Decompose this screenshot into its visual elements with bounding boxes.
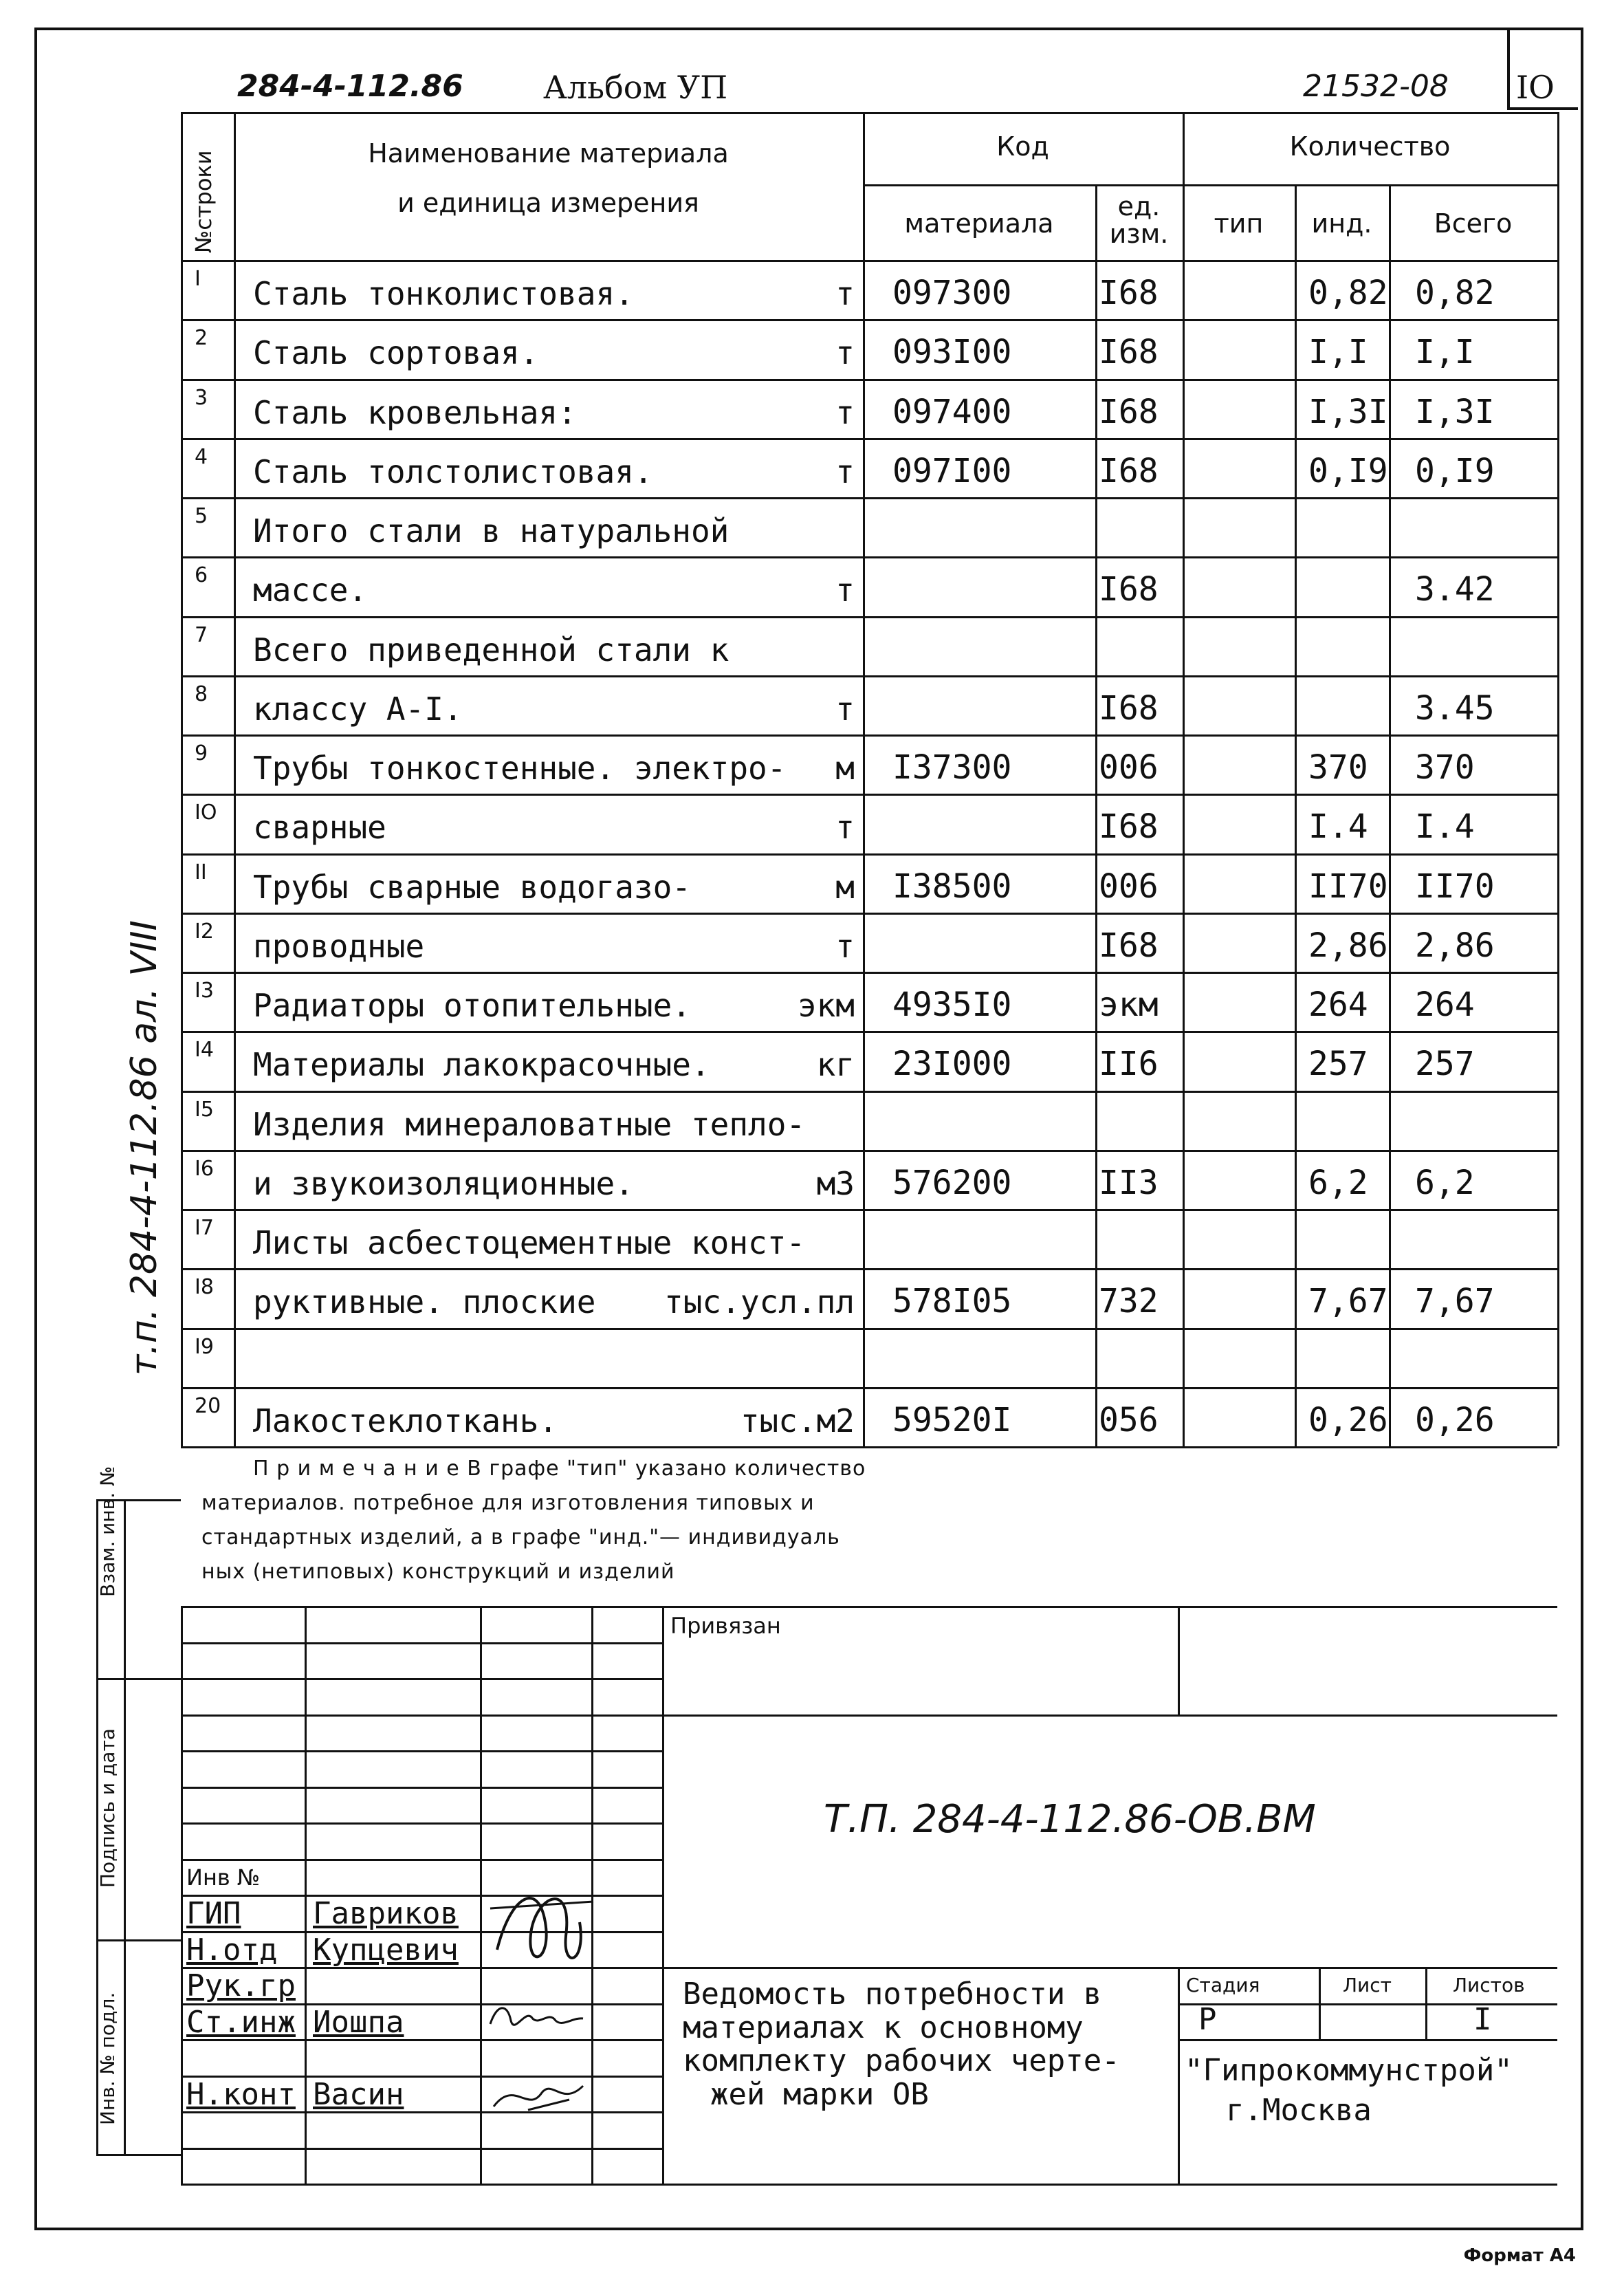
col-line-1 <box>234 112 236 1446</box>
row-number: 2 <box>195 326 208 351</box>
material-unit: т <box>835 393 855 431</box>
unit-code: I68 <box>1099 688 1159 728</box>
material-name: Материалы лакокрасочные. <box>253 1046 710 1084</box>
stamp-name: Купцевич <box>313 1932 459 1968</box>
material-name: Сталь сортовая. <box>253 334 539 372</box>
col-qty-total: Всего <box>1434 208 1513 239</box>
row-line-right <box>863 1328 1557 1330</box>
row-line-mid <box>234 1209 863 1211</box>
row-line-right <box>863 1387 1557 1389</box>
row-number: IO <box>195 801 217 825</box>
unit-code: 732 <box>1099 1282 1159 1321</box>
row-num-line <box>181 1031 234 1033</box>
material-unit: тыс.м2 <box>740 1402 855 1439</box>
note-line-3: стандартных изделий, а в графе "инд."— индивидуаль <box>201 1525 840 1549</box>
col-line-6 <box>1389 184 1391 1446</box>
doc-title-4: жей марки ОВ <box>710 2076 929 2112</box>
stamp-role: ГИП <box>186 1896 241 1931</box>
row-line-right <box>863 497 1557 499</box>
row-line-mid <box>234 972 863 974</box>
row-number: I6 <box>195 1156 214 1181</box>
material-unit: т <box>835 334 855 372</box>
table-top <box>181 112 1557 114</box>
stamp-row-line <box>181 1715 662 1717</box>
org-name: "Гипрокоммунстрой" <box>1185 2053 1513 2088</box>
qty-ind: I,I <box>1308 333 1368 372</box>
format-label: Формат А4 <box>1463 2245 1576 2266</box>
material-unit: экм <box>797 987 855 1024</box>
qty-total: 2,86 <box>1415 926 1495 965</box>
row-num-line <box>181 972 234 974</box>
qty-total: 0,82 <box>1415 274 1495 312</box>
col-qty: Количество <box>1289 131 1451 162</box>
row-line-mid <box>234 616 863 618</box>
row-num-line <box>181 1150 234 1152</box>
row-number: 3 <box>195 385 208 410</box>
podpis-data-label: Подпись и дата <box>96 1728 119 1888</box>
row-number: I5 <box>195 1097 214 1122</box>
material-name: Всего приведенной стали к <box>253 631 729 668</box>
unit-code: экм <box>1099 986 1159 1024</box>
unit-code: I68 <box>1099 392 1159 431</box>
row-line-mid <box>234 1328 863 1330</box>
stamp-h <box>662 1967 1557 1969</box>
material-unit: тыс.усл.пл <box>664 1283 855 1321</box>
col-qty-type: тип <box>1214 208 1264 239</box>
row-line-mid <box>234 438 863 440</box>
row-line-mid <box>234 734 863 737</box>
stamp-row-line <box>181 1859 662 1861</box>
qty-total: 0,26 <box>1415 1400 1495 1439</box>
qty-total: 257 <box>1415 1045 1475 1084</box>
col-line-7 <box>1557 112 1559 1446</box>
qty-total: I,I <box>1415 333 1475 372</box>
material-code: 59520I <box>892 1400 1012 1439</box>
stamp-top <box>181 1606 1557 1608</box>
title-block <box>181 1446 1557 2156</box>
qty-ind: 7,67 <box>1308 1282 1388 1321</box>
qty-total: 3.45 <box>1415 688 1495 728</box>
row-line-mid <box>234 913 863 915</box>
qty-ind: 6,2 <box>1308 1163 1368 1202</box>
privyazan-label: Привязан <box>670 1613 781 1639</box>
material-name: проводные <box>253 927 425 965</box>
row-line-mid <box>234 675 863 677</box>
row-line-mid <box>234 794 863 796</box>
row-number: I8 <box>195 1275 214 1300</box>
row-number: 8 <box>195 682 208 706</box>
stamp-role: Рук.гр <box>186 1968 296 2003</box>
stamp-name: Гавриков <box>313 1896 459 1931</box>
vzam-inv-label: Взам. инв. № <box>96 1466 119 1597</box>
material-name: сварные <box>253 809 386 847</box>
row-line-right <box>863 556 1557 558</box>
col-code-unit-2: изм. <box>1109 219 1169 249</box>
row-line-mid <box>234 1091 863 1093</box>
row-num-line <box>181 734 234 737</box>
row-number: I4 <box>195 1038 214 1063</box>
material-name: Радиаторы отопительные. <box>253 987 691 1024</box>
col-line-3 <box>1095 184 1097 1446</box>
unit-code: I68 <box>1099 807 1159 847</box>
row-number: 6 <box>195 563 208 588</box>
row-line-right <box>863 794 1557 796</box>
row-num-line <box>181 675 234 677</box>
stamp-col-v <box>305 1606 307 2184</box>
material-unit: т <box>835 275 855 312</box>
material-name: Трубы тонкостенные. электро- <box>253 750 787 787</box>
qty-total: 3.42 <box>1415 570 1495 609</box>
qty-ind: 0,82 <box>1308 274 1388 312</box>
row-number: I9 <box>195 1334 214 1359</box>
material-name: массе. <box>253 572 368 609</box>
row-number: II <box>195 860 207 884</box>
row-line-right <box>863 379 1557 381</box>
material-code: 097I00 <box>892 451 1012 490</box>
stamp-row-line <box>181 1787 662 1789</box>
col-code: Код <box>996 131 1049 162</box>
material-code: 578I05 <box>892 1282 1012 1321</box>
doc-title-3: комплекту рабочих черте- <box>683 2043 1120 2078</box>
row-line-right <box>863 1031 1557 1033</box>
material-code: 097300 <box>892 274 1012 312</box>
sheet-label: Лист <box>1343 1974 1392 1996</box>
qty-total: 0,I9 <box>1415 451 1495 490</box>
row-line-right <box>863 438 1557 440</box>
signature-scribble <box>483 1867 600 1991</box>
row-line-right <box>863 853 1557 856</box>
material-code: I37300 <box>892 748 1012 787</box>
album-label: Альбом УП <box>543 69 728 106</box>
side-divider-2 <box>96 1939 181 1941</box>
row-line-right <box>863 734 1557 737</box>
qty-ind: I.4 <box>1308 807 1368 847</box>
side-divider-1 <box>96 1678 181 1680</box>
qty-total: II70 <box>1415 867 1495 906</box>
inv-no-label: Инв № <box>186 1864 261 1891</box>
material-code: 4935I0 <box>892 986 1012 1024</box>
unit-code: I68 <box>1099 333 1159 372</box>
stamp-name: Васин <box>313 2076 404 2112</box>
row-num-line <box>181 1268 234 1270</box>
material-name: Изделия минераловатные тепло- <box>253 1105 806 1143</box>
stamp-h <box>1178 2039 1557 2041</box>
qty-total: 7,67 <box>1415 1282 1495 1321</box>
sheets-value: I <box>1473 2001 1492 2037</box>
material-name: Сталь тонколистовая. <box>253 275 634 312</box>
material-unit: т <box>835 453 855 490</box>
unit-code: I68 <box>1099 451 1159 490</box>
stamp-row-line <box>181 1678 662 1680</box>
row-line-mid <box>234 853 863 856</box>
stage-value: Р <box>1198 2001 1217 2037</box>
material-code: I38500 <box>892 867 1012 906</box>
row-line-right <box>863 319 1557 321</box>
row-num-line <box>181 497 234 499</box>
qty-ind: 257 <box>1308 1045 1368 1084</box>
stamp-role: Ст.инж <box>186 2004 296 2040</box>
side-divider-v <box>124 1499 126 2156</box>
stamp-col-v <box>1178 1967 1180 2184</box>
row-num-line <box>181 319 234 321</box>
col-qty-ind: инд. <box>1311 208 1372 239</box>
row-number: 9 <box>195 741 208 765</box>
material-name: классу А-I. <box>253 690 463 728</box>
unit-code: 056 <box>1099 1400 1159 1439</box>
row-num-line <box>181 438 234 440</box>
row-number: 7 <box>195 622 208 647</box>
material-name: Лакостеклоткань. <box>253 1402 558 1439</box>
row-line-right <box>863 616 1557 618</box>
stamp-col-v <box>181 1606 183 2184</box>
stamp-role: Н.отд <box>186 1932 278 1968</box>
designation: Т.П. 284-4-112.86-ОВ.ВМ <box>824 1796 1316 1842</box>
col-line-5 <box>1295 184 1297 1446</box>
header-bottom <box>181 260 1557 262</box>
material-name: Трубы сварные водогазо- <box>253 868 691 906</box>
col-name-1: Наименование материала <box>368 138 729 168</box>
qty-ind: 264 <box>1308 986 1368 1024</box>
row-line-right <box>863 1268 1557 1270</box>
qty-ind: 370 <box>1308 748 1368 787</box>
row-number: I <box>195 267 201 291</box>
material-unit: м3 <box>816 1164 855 1202</box>
qty-total: I,3I <box>1415 392 1495 431</box>
material-unit: т <box>835 690 855 728</box>
material-code: 576200 <box>892 1163 1012 1202</box>
row-number: I7 <box>195 1216 214 1240</box>
row-num-line <box>181 1387 234 1389</box>
row-number: 5 <box>195 504 208 528</box>
material-unit: м <box>835 868 855 906</box>
row-num-line <box>181 853 234 856</box>
material-name: Сталь кровельная: <box>253 393 577 431</box>
qty-ind: 2,86 <box>1308 926 1388 965</box>
row-number: 20 <box>195 1393 221 1418</box>
qty-total: I.4 <box>1415 807 1475 847</box>
stamp-row-line <box>181 1642 662 1644</box>
stamp-row-line <box>181 1822 662 1825</box>
stamp-row-line <box>181 1750 662 1752</box>
side-column <box>96 1499 181 2156</box>
material-code: 093I00 <box>892 333 1012 372</box>
material-unit: т <box>835 927 855 965</box>
unit-code: II6 <box>1099 1045 1159 1084</box>
col-line-2 <box>863 112 865 1446</box>
stamp-col-v <box>1178 1606 1180 1715</box>
material-code: 23I000 <box>892 1045 1012 1084</box>
unit-code: I68 <box>1099 570 1159 609</box>
note-line-4: ных (нетиповых) конструкций и изделий <box>201 1560 675 1584</box>
row-line-mid <box>234 1031 863 1033</box>
row-num-line <box>181 379 234 381</box>
note-line-1: П р и м е ч а н и е В графе "тип" указано количество <box>253 1457 866 1481</box>
row-line-right <box>863 972 1557 974</box>
row-line-mid <box>234 319 863 321</box>
doc-title-1: Ведомость потребности в <box>683 1977 1102 2012</box>
material-name: руктивные. плоские <box>253 1283 596 1321</box>
signature-vasin <box>487 2072 590 2120</box>
qty-total: 264 <box>1415 986 1475 1024</box>
unit-code: 006 <box>1099 748 1159 787</box>
row-num-line <box>181 913 234 915</box>
col-name-2: и единица измерения <box>397 188 699 218</box>
doc-title-2: материалах к основному <box>683 2010 1084 2045</box>
stamp-name: Иошпа <box>313 2004 404 2040</box>
unit-code: II3 <box>1099 1163 1159 1202</box>
material-unit: м <box>835 750 855 787</box>
row-line-mid <box>234 379 863 381</box>
col-row-no: №строки <box>190 150 217 253</box>
series-number: 284-4-112.86 <box>237 69 463 104</box>
stamp-h <box>1178 2003 1557 2005</box>
qty-total: 370 <box>1415 748 1475 787</box>
material-name: и звукоизоляционные. <box>253 1164 634 1202</box>
stamp-role: Н.конт <box>186 2076 296 2112</box>
unit-code: 006 <box>1099 867 1159 906</box>
note-line-2: материалов. потребное для изготовления типовых и <box>201 1491 815 1515</box>
unit-code: I68 <box>1099 274 1159 312</box>
material-unit: т <box>835 809 855 847</box>
stage-label: Стадия <box>1186 1974 1260 1996</box>
qty-ind: II70 <box>1308 867 1388 906</box>
row-num-line <box>181 794 234 796</box>
page-number: IO <box>1516 69 1555 106</box>
row-line-right <box>863 1150 1557 1152</box>
stamp-col-v <box>480 1606 482 2184</box>
row-num-line <box>181 1328 234 1330</box>
stamp-bottom <box>181 2184 1557 2186</box>
material-unit: т <box>835 572 855 609</box>
stamp-col-v <box>1319 1967 1321 2039</box>
material-unit: кг <box>816 1046 855 1084</box>
org-city: г.Москва <box>1226 2092 1372 2128</box>
qty-ind: 0,I9 <box>1308 451 1388 490</box>
inv-podl-label: Инв. № подл. <box>96 1992 119 2125</box>
material-name: Итого стали в натуральной <box>253 512 729 549</box>
qty-ind: I,3I <box>1308 392 1388 431</box>
row-line-mid <box>234 1268 863 1270</box>
col-code-unit-1: ед. <box>1117 191 1161 221</box>
qty-total: 6,2 <box>1415 1163 1475 1202</box>
unit-code: I68 <box>1099 926 1159 965</box>
materials-table <box>181 112 1557 1446</box>
row-line-mid <box>234 497 863 499</box>
row-line-right <box>863 675 1557 677</box>
row-number: I2 <box>195 919 214 944</box>
row-num-line <box>181 1091 234 1093</box>
row-num-line <box>181 616 234 618</box>
sheets-label: Листов <box>1453 1974 1525 1996</box>
row-number: 4 <box>195 444 208 469</box>
order-number: 21532-08 <box>1303 69 1449 104</box>
col-code-material: материала <box>904 208 1054 239</box>
row-number: I3 <box>195 979 214 1003</box>
header-mid <box>863 184 1557 186</box>
stamp-h <box>662 1715 1557 1717</box>
stamp-col-v <box>1425 1967 1427 2039</box>
row-line-right <box>863 913 1557 915</box>
stamp-col-v <box>662 1606 664 2184</box>
row-line-mid <box>234 1387 863 1389</box>
material-name: Сталь толстолистовая. <box>253 453 653 490</box>
row-line-right <box>863 1091 1557 1093</box>
col-line-0 <box>181 112 183 1446</box>
stamp-row-line <box>181 2148 662 2150</box>
row-line-right <box>863 1209 1557 1211</box>
material-name: Листы асбестоцементные конст- <box>253 1224 806 1261</box>
vertical-series-code: т.п. 284-4-112.86 ал. VIII <box>124 920 165 1375</box>
qty-ind: 0,26 <box>1308 1400 1388 1439</box>
material-code: 097400 <box>892 392 1012 431</box>
row-num-line <box>181 556 234 558</box>
row-line-mid <box>234 556 863 558</box>
signature-ioshpa <box>483 1996 586 2038</box>
row-num-line <box>181 1209 234 1211</box>
row-line-mid <box>234 1150 863 1152</box>
col-line-4 <box>1183 112 1185 1446</box>
